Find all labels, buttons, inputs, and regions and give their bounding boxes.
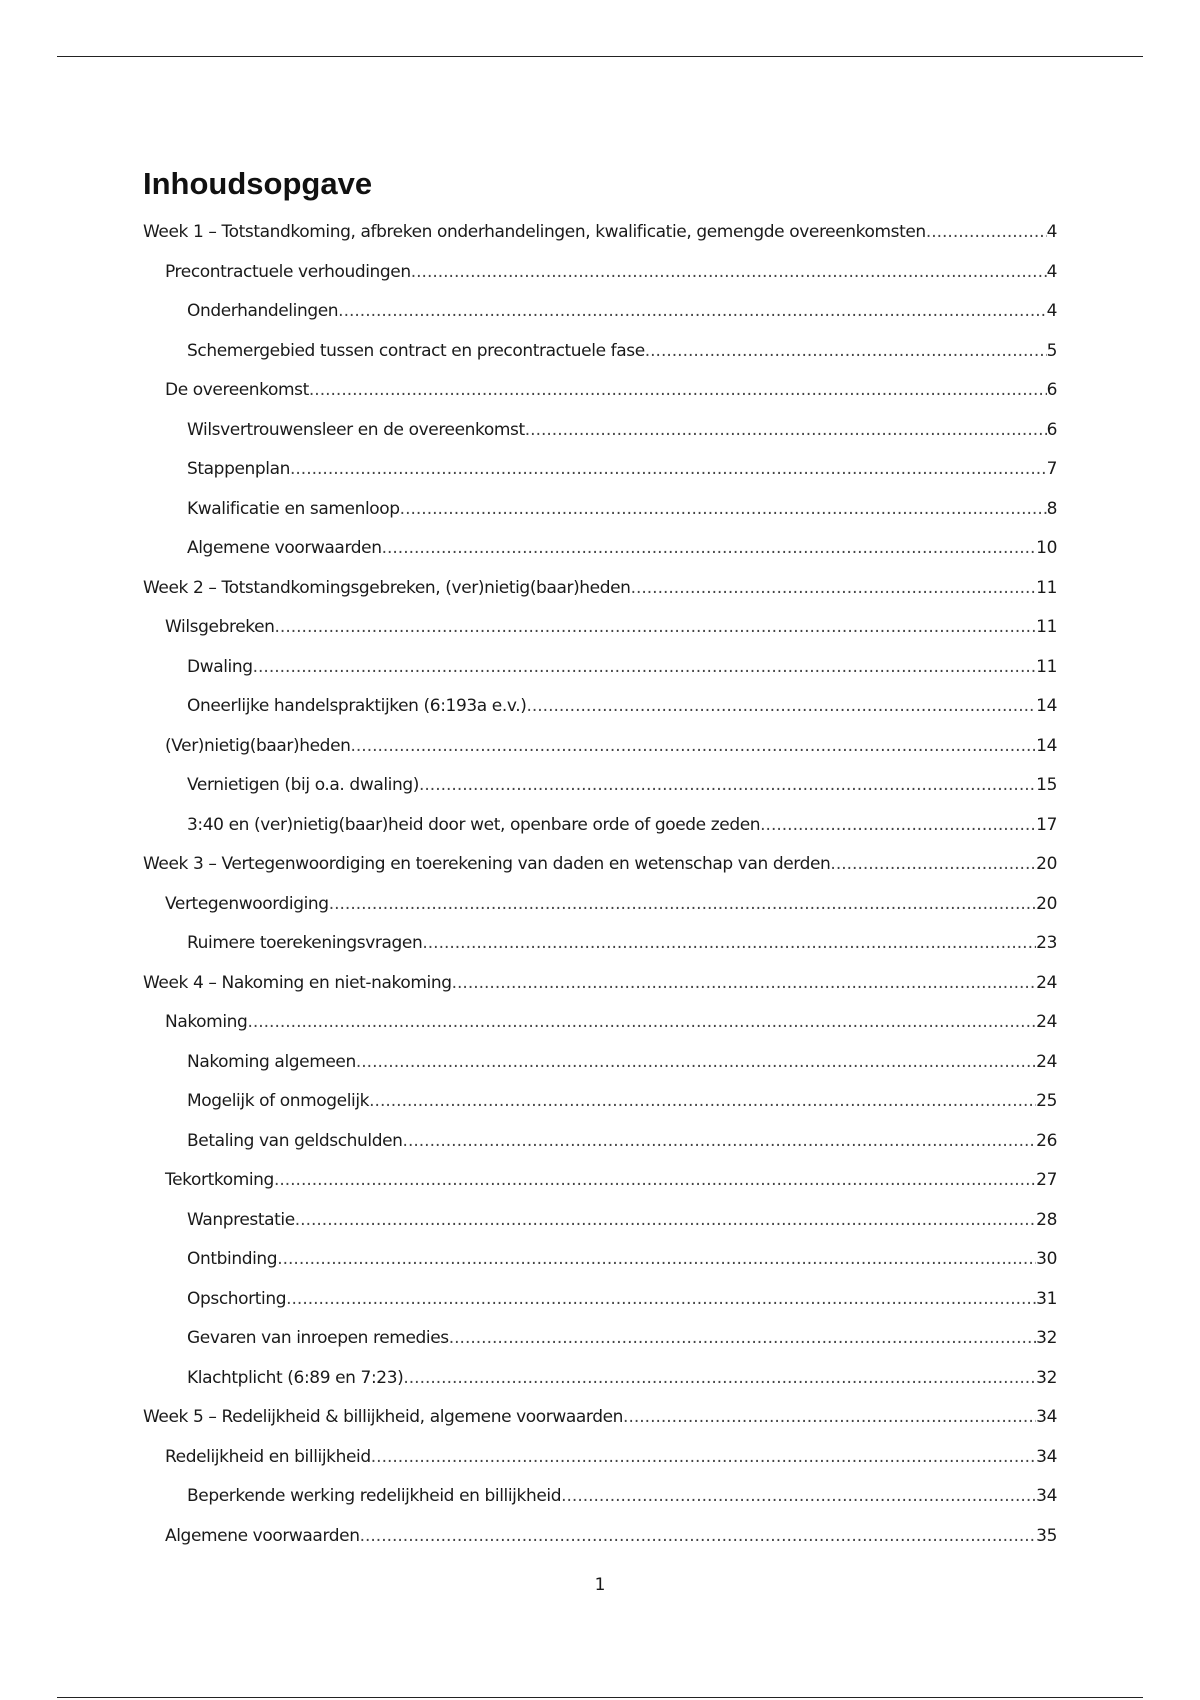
toc-entry-label: Oneerlijke handelspraktijken (6:193a e.v.) xyxy=(187,696,527,716)
toc-dot-leader xyxy=(253,648,1037,688)
toc-entry[interactable] xyxy=(143,1359,1057,1399)
toc-entry[interactable] xyxy=(143,450,1057,490)
toc-dot-leader xyxy=(400,490,1047,530)
toc-entry[interactable] xyxy=(143,1438,1057,1478)
toc-entry[interactable] xyxy=(143,1043,1057,1083)
toc-dot-leader xyxy=(525,411,1047,451)
toc-dot-leader xyxy=(403,1122,1037,1162)
toc-entry[interactable] xyxy=(143,648,1057,688)
toc-entry-label: Onderhandelingen xyxy=(187,301,339,321)
toc-dot-leader xyxy=(926,213,1047,253)
toc-entry-label: Nakoming algemeen xyxy=(187,1051,356,1072)
toc-entry-page-number: 14 xyxy=(1036,735,1057,756)
toc-entry-label: Dwaling xyxy=(187,656,253,677)
toc-dot-leader xyxy=(623,1398,1036,1438)
toc-entry-label: Precontractuele verhoudingen xyxy=(165,261,411,282)
toc-entry-label: Week 2 – Totstandkomingsgebreken, (ver)nietig(baar)heden xyxy=(143,577,631,598)
toc-entry-label: Ontbinding xyxy=(187,1249,278,1269)
toc-entry[interactable] xyxy=(143,1319,1057,1359)
toc-entry-label: Week 5 – Redelijkheid & billijkheid, algemene voorwaarden xyxy=(143,1407,624,1427)
toc-dot-leader xyxy=(277,1240,1036,1280)
toc-entry[interactable] xyxy=(143,529,1057,569)
toc-entry-label: Schemergebied tussen contract en precontractuele fase xyxy=(187,340,645,361)
toc-entry-label: Algemene voorwaarden xyxy=(165,1525,360,1546)
page-title: Inhoudsopgave xyxy=(143,166,373,201)
toc-entry-page-number: 34 xyxy=(1036,1486,1057,1506)
toc-entry-page-number: 27 xyxy=(1036,1170,1057,1190)
toc-entry-page-number: 34 xyxy=(1036,1446,1057,1467)
toc-entry-page-number: 8 xyxy=(1046,498,1057,519)
toc-entry-page-number: 4 xyxy=(1046,222,1057,242)
toc-dot-leader xyxy=(329,885,1036,925)
toc-dot-leader xyxy=(356,1043,1036,1083)
toc-dot-leader xyxy=(422,924,1036,964)
toc-dot-leader xyxy=(295,1201,1036,1241)
page-number: 1 xyxy=(594,1575,606,1595)
toc-entry[interactable] xyxy=(143,885,1057,925)
toc-dot-leader xyxy=(290,450,1047,490)
toc-entry-page-number: 32 xyxy=(1036,1367,1057,1388)
toc-dot-leader xyxy=(452,964,1037,1004)
toc-entry-page-number: 24 xyxy=(1036,1051,1057,1072)
toc-entry[interactable] xyxy=(143,727,1057,767)
toc-entry-page-number: 11 xyxy=(1036,617,1057,637)
toc-entry-page-number: 6 xyxy=(1046,380,1057,400)
toc-entry-label: Wilsvertrouwensleer en de overeenkomst xyxy=(187,419,525,440)
toc-dot-leader xyxy=(382,529,1037,569)
toc-entry-label: Week 1 – Totstandkoming, afbreken onderhandelingen, kwalificatie, gemengde overeenkomsten xyxy=(143,222,926,242)
toc-entry-label: Algemene voorwaarden xyxy=(187,538,382,558)
toc-entry-page-number: 24 xyxy=(1036,1012,1057,1032)
toc-dot-leader xyxy=(760,806,1036,846)
toc-dot-leader xyxy=(449,1319,1036,1359)
toc-entry-label: Gevaren van inroepen remedies xyxy=(187,1328,449,1348)
toc-entry-page-number: 32 xyxy=(1036,1328,1057,1348)
toc-entry[interactable] xyxy=(143,292,1057,332)
toc-entry-label: Opschorting xyxy=(187,1288,287,1309)
toc-entry[interactable] xyxy=(143,1201,1057,1241)
toc-entry[interactable] xyxy=(143,1517,1057,1557)
toc-entry-page-number: 35 xyxy=(1036,1525,1057,1546)
toc-entry[interactable] xyxy=(143,845,1057,885)
toc-entry-label: Tekortkoming xyxy=(165,1170,274,1190)
toc-entry-label: Beperkende werking redelijkheid en billijkheid xyxy=(187,1486,562,1506)
toc-dot-leader xyxy=(247,1003,1036,1043)
toc-entry-page-number: 11 xyxy=(1036,577,1057,598)
toc-entry[interactable] xyxy=(143,1398,1057,1438)
toc-entry-label: Wanprestatie xyxy=(187,1209,295,1230)
toc-entry-page-number: 20 xyxy=(1036,854,1057,874)
toc-dot-leader xyxy=(830,845,1036,885)
table-of-contents xyxy=(143,213,1057,1556)
toc-entry[interactable] xyxy=(143,332,1057,372)
toc-entry[interactable] xyxy=(143,213,1057,253)
toc-dot-leader xyxy=(369,1082,1036,1122)
toc-entry-label: Kwalificatie en samenloop xyxy=(187,498,400,519)
toc-entry[interactable] xyxy=(143,608,1057,648)
toc-entry-page-number: 31 xyxy=(1036,1288,1057,1309)
footer-rule xyxy=(57,1697,1143,1698)
toc-entry-label: Week 4 – Nakoming en niet-nakoming xyxy=(143,972,452,993)
toc-entry[interactable] xyxy=(143,1003,1057,1043)
toc-entry-page-number: 5 xyxy=(1046,340,1057,361)
toc-entry[interactable] xyxy=(143,964,1057,1004)
toc-entry[interactable] xyxy=(143,253,1057,293)
toc-entry-label: Betaling van geldschulden xyxy=(187,1130,403,1151)
toc-entry-label: Week 3 – Vertegenwoordiging en toerekening van daden en wetenschap van derden xyxy=(143,854,831,874)
toc-entry-page-number: 4 xyxy=(1046,261,1057,282)
toc-dot-leader xyxy=(403,1359,1036,1399)
toc-dot-leader xyxy=(274,1161,1036,1201)
toc-entry-page-number: 17 xyxy=(1036,814,1057,835)
toc-entry-page-number: 15 xyxy=(1036,775,1057,795)
toc-entry-label: Vernietigen (bij o.a. dwaling) xyxy=(187,775,419,795)
toc-dot-leader xyxy=(309,371,1047,411)
toc-entry-page-number: 23 xyxy=(1036,933,1057,953)
toc-entry[interactable] xyxy=(143,490,1057,530)
toc-entry[interactable] xyxy=(143,687,1057,727)
toc-dot-leader xyxy=(411,253,1047,293)
toc-entry-label: Klachtplicht (6:89 en 7:23) xyxy=(187,1367,404,1388)
toc-entry-label: Nakoming xyxy=(165,1012,248,1032)
toc-dot-leader xyxy=(526,687,1036,727)
toc-dot-leader xyxy=(631,569,1037,609)
toc-entry-page-number: 11 xyxy=(1036,656,1057,677)
toc-dot-leader xyxy=(286,1280,1036,1320)
toc-entry-label: Stappenplan xyxy=(187,459,290,479)
toc-entry[interactable] xyxy=(143,806,1057,846)
toc-dot-leader xyxy=(351,727,1037,767)
toc-entry-label: Mogelijk of onmogelijk xyxy=(187,1091,370,1111)
toc-dot-leader xyxy=(419,766,1036,806)
toc-dot-leader xyxy=(360,1517,1037,1557)
toc-entry[interactable] xyxy=(143,766,1057,806)
toc-entry[interactable] xyxy=(143,1082,1057,1122)
toc-entry-page-number: 10 xyxy=(1036,538,1057,558)
toc-entry-page-number: 24 xyxy=(1036,972,1057,993)
toc-entry-page-number: 6 xyxy=(1046,419,1057,440)
toc-entry-label: Ruimere toerekeningsvragen xyxy=(187,933,423,953)
toc-entry-page-number: 4 xyxy=(1046,301,1057,321)
toc-entry[interactable] xyxy=(143,569,1057,609)
header-rule xyxy=(57,56,1143,57)
toc-entry[interactable] xyxy=(143,1240,1057,1280)
toc-entry[interactable] xyxy=(143,1161,1057,1201)
toc-entry[interactable] xyxy=(143,1477,1057,1517)
toc-entry-label: Redelijkheid en billijkheid xyxy=(165,1446,371,1467)
toc-dot-leader xyxy=(371,1438,1036,1478)
toc-entry-page-number: 14 xyxy=(1036,696,1057,716)
toc-entry-page-number: 30 xyxy=(1036,1249,1057,1269)
toc-entry-page-number: 7 xyxy=(1046,459,1057,479)
toc-dot-leader xyxy=(338,292,1046,332)
toc-entry-page-number: 20 xyxy=(1036,893,1057,914)
toc-dot-leader xyxy=(561,1477,1036,1517)
toc-entry-page-number: 34 xyxy=(1036,1407,1057,1427)
toc-dot-leader xyxy=(645,332,1047,372)
toc-entry-page-number: 26 xyxy=(1036,1130,1057,1151)
toc-entry-label: Wilsgebreken xyxy=(165,617,275,637)
toc-dot-leader xyxy=(275,608,1037,648)
toc-entry[interactable] xyxy=(143,411,1057,451)
toc-entry-label: 3:40 en (ver)nietig(baar)heid door wet, openbare orde of goede zeden xyxy=(187,814,761,835)
toc-entry[interactable] xyxy=(143,1122,1057,1162)
toc-entry-page-number: 25 xyxy=(1036,1091,1057,1111)
toc-entry[interactable] xyxy=(143,1280,1057,1320)
toc-entry-label: De overeenkomst xyxy=(165,380,309,400)
toc-entry[interactable] xyxy=(143,924,1057,964)
toc-entry-page-number: 28 xyxy=(1036,1209,1057,1230)
toc-entry-label: Vertegenwoordiging xyxy=(165,893,329,914)
toc-entry[interactable] xyxy=(143,371,1057,411)
toc-entry-label: (Ver)nietig(baar)heden xyxy=(165,735,351,756)
